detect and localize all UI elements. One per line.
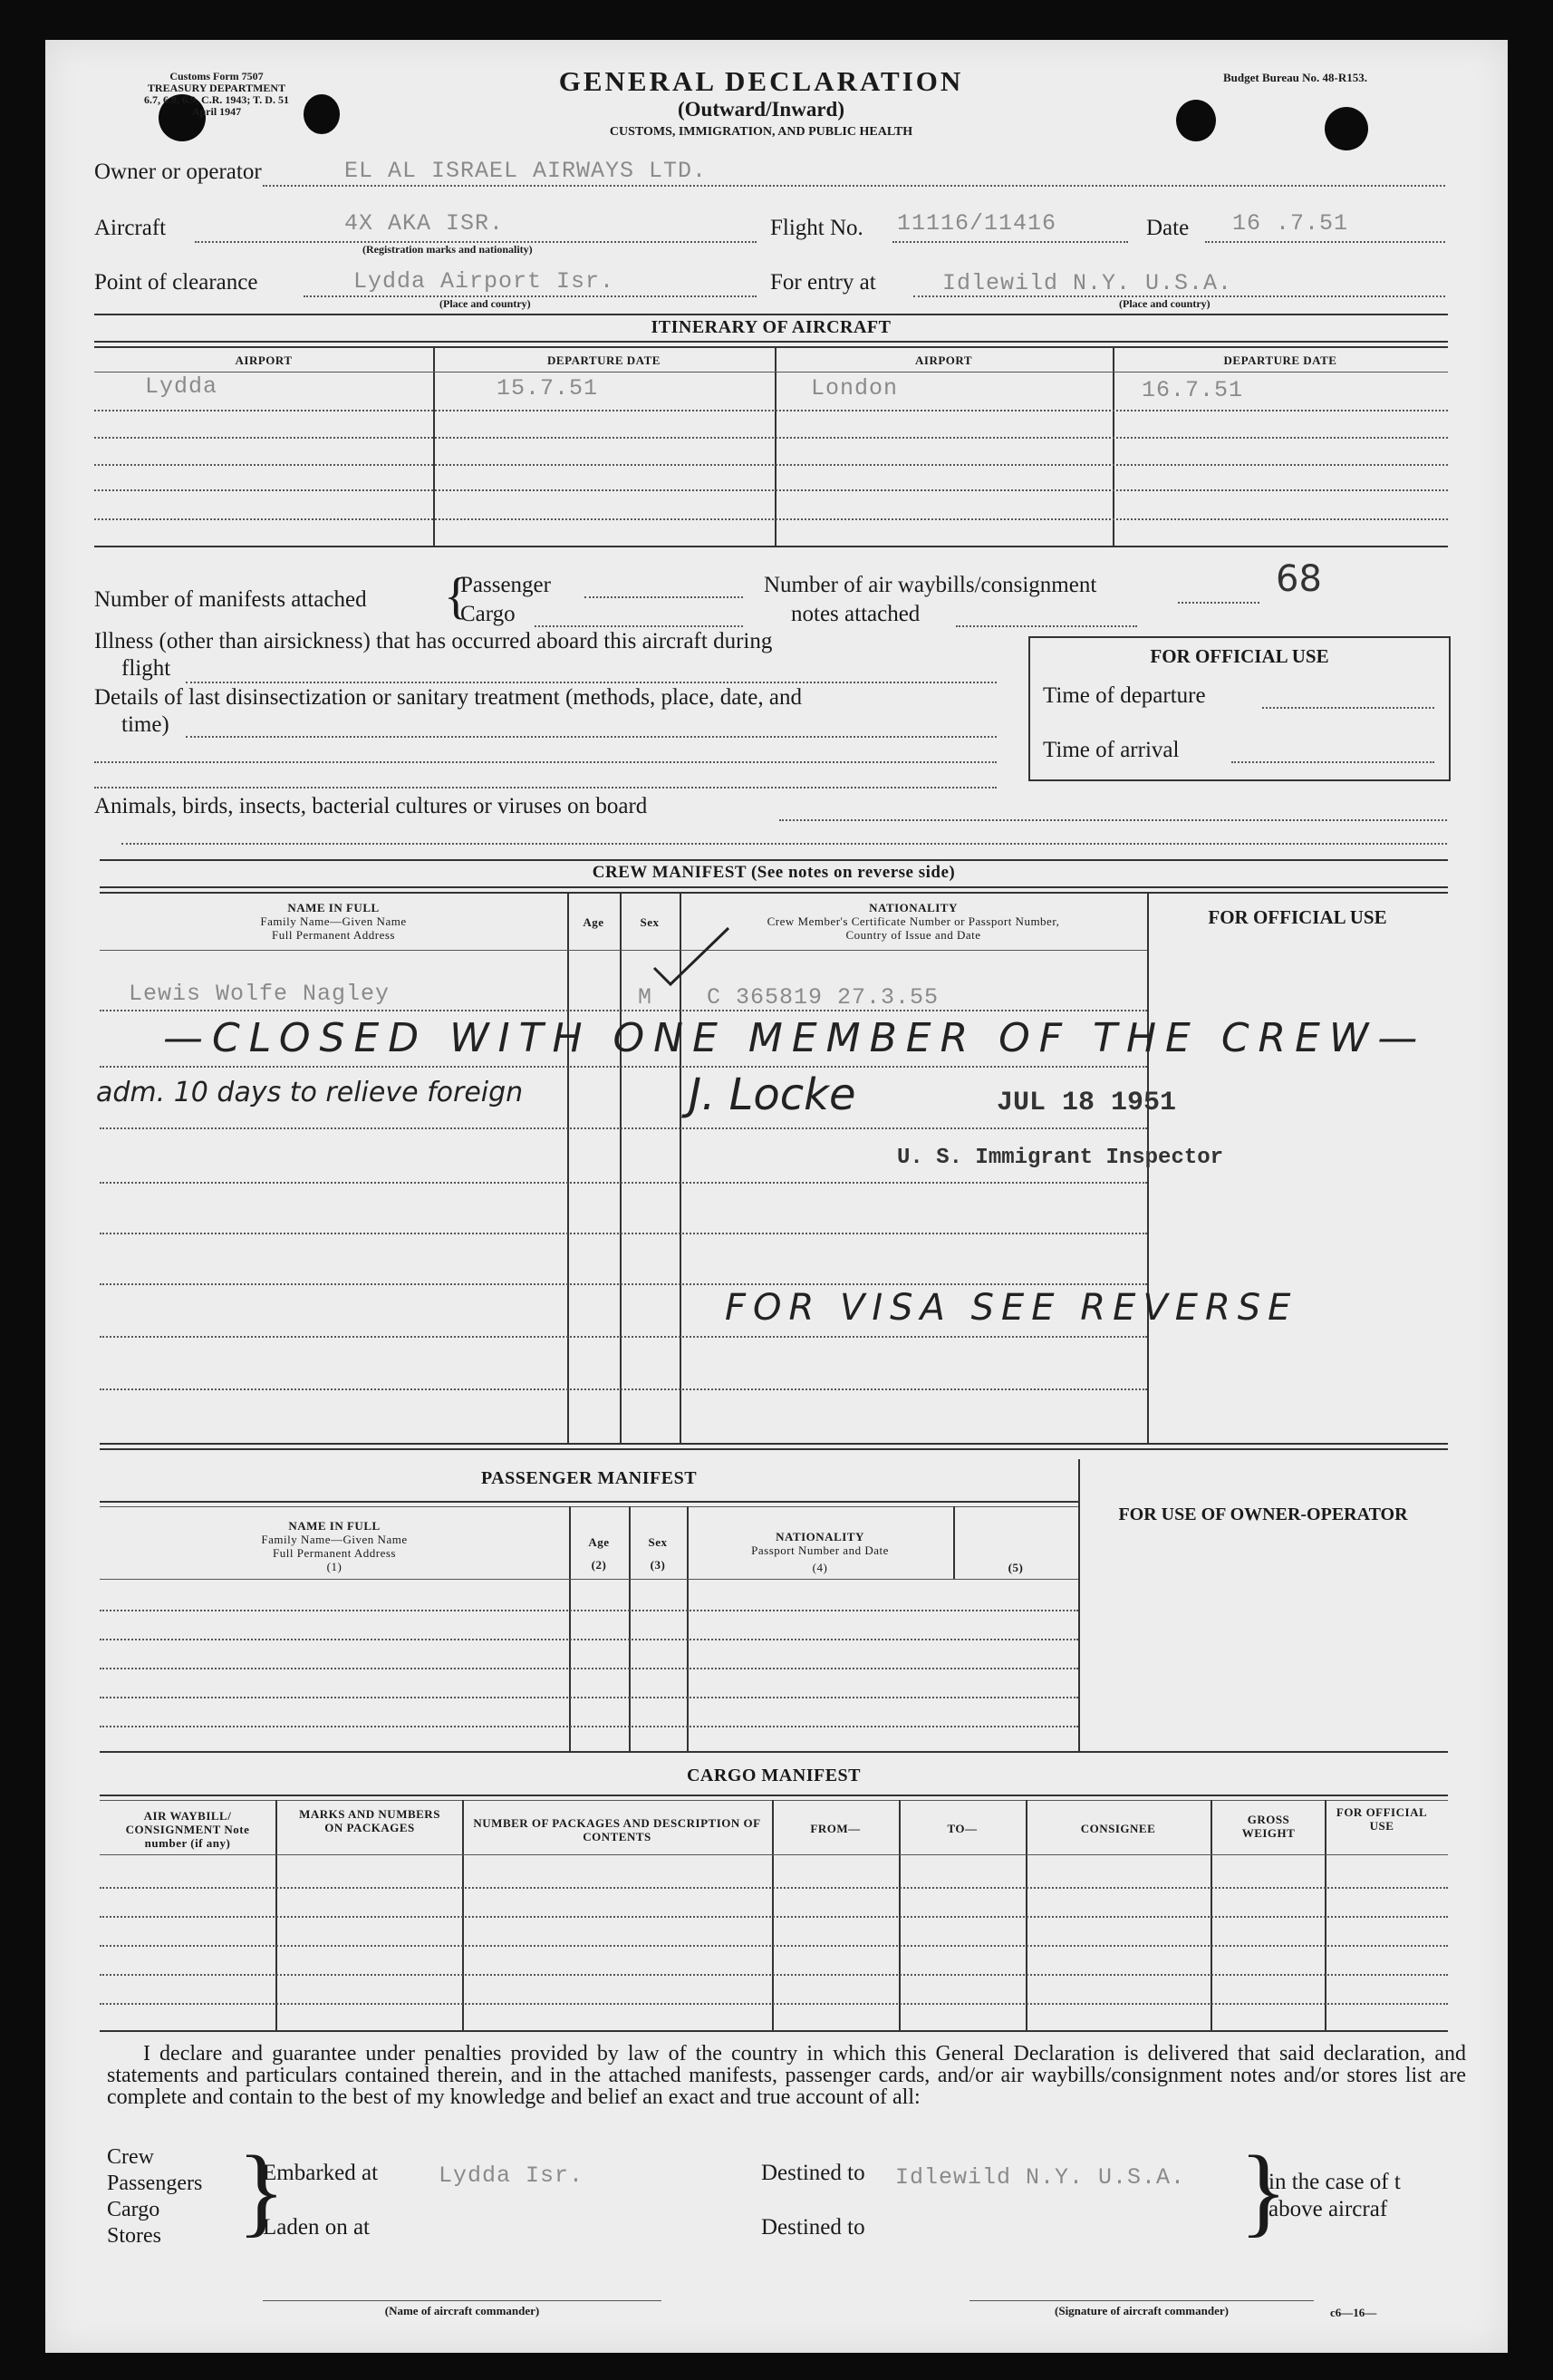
passenger-rule (100, 1506, 1078, 1507)
crew-rule (100, 1443, 1448, 1445)
illness-label: Illness (other than airsickness) that has occurred aboard this aircraft during (94, 629, 773, 653)
crew-rule (100, 950, 1147, 951)
disinsect-line (94, 787, 997, 788)
crew-row-line (100, 1233, 1147, 1234)
crew-col-official: FOR OFFICIAL USE (1208, 906, 1387, 928)
declaration-item: Crew (107, 2145, 154, 2169)
itinerary-col-airport: AIRPORT (235, 353, 293, 367)
crew-col-age: Age (583, 915, 604, 929)
crew-col (567, 892, 569, 1443)
flight-label: Flight No. (770, 216, 863, 240)
animals-line (779, 819, 1447, 821)
cargo-line (535, 625, 743, 627)
aircraft-note: (Registration marks and nationality) (362, 243, 533, 256)
laden-label: Laden on at (263, 2215, 371, 2240)
itinerary-rule (94, 410, 1448, 411)
entry-value: Idlewild N.Y. U.S.A. (942, 270, 1233, 296)
pass-col-nat-line: NATIONALITY (776, 1530, 864, 1543)
itinerary-title: ITINERARY OF AIRCRAFT (651, 317, 892, 337)
pass-col-age-line: Age (588, 1535, 610, 1549)
cargo-col-official: FOR OFFICIAL USE (1336, 1805, 1428, 1833)
form-info (94, 71, 339, 118)
disinsect-line (94, 761, 997, 763)
crew-rule (100, 859, 1448, 861)
form-info-line: Customs Form 7507 (169, 70, 264, 82)
pass-col-nat-line: (4) (812, 1561, 828, 1574)
signature-line (969, 2300, 1314, 2301)
crew-col-sex: Sex (640, 915, 660, 929)
pass-col-name-line: NAME IN FULL (288, 1519, 381, 1533)
cargo-title: CARGO MANIFEST (686, 1766, 861, 1785)
form-subtitle: (Outward/Inward) (677, 98, 844, 121)
form-sheet (45, 40, 1508, 2353)
form-agencies: CUSTOMS, IMMIGRATION, AND PUBLIC HEALTH (609, 125, 913, 139)
itinerary-rule (94, 437, 1448, 439)
passenger-line (584, 596, 743, 598)
cargo-row-line (100, 1916, 1448, 1918)
itinerary-col (433, 346, 435, 547)
itinerary-cell: London (811, 375, 899, 402)
passenger-col (1078, 1459, 1080, 1751)
punch-hole-right (1176, 100, 1216, 141)
commander-name-label: (Name of aircraft commander) (384, 2304, 540, 2317)
passenger-col-nationality (687, 1530, 953, 1574)
clearance-note: (Place and country) (439, 297, 531, 310)
declaration-text: I declare and guarantee under penalties provided by law of the country in which this General Declaration is delivered that said declaration, and statements and particulars contained therein, and in the attached manifests, passenger cards, and/or air waybills/consignment notes and/or stores list are complete and contain to the best of my knowledge and belief an exact and true account of all: (107, 2042, 1466, 2109)
form-info-line: TREASURY DEPARTMENT (147, 82, 286, 94)
stamp-date: JUL 18 1951 (997, 1088, 1177, 1118)
crew-row-line (100, 1283, 1147, 1285)
cargo-col-weight: GROSS WEIGHT (1241, 1813, 1296, 1840)
pass-col-sex-line: Sex (648, 1535, 668, 1549)
declaration-item: Cargo (107, 2198, 160, 2221)
cargo-rule (100, 1854, 1448, 1855)
manifest-cargo-label: Cargo (460, 602, 516, 626)
cargo-row-line (100, 1887, 1448, 1889)
destined-label2: Destined to (761, 2215, 865, 2240)
passenger-col-age (569, 1535, 629, 1572)
animals-line (121, 843, 1447, 845)
time-departure-label: Time of departure (1043, 683, 1206, 708)
crew-col-name (100, 901, 567, 942)
passenger-col-name (100, 1519, 569, 1573)
embarked-value: Lydda Isr. (439, 2162, 584, 2189)
itinerary-cell: Lydda (145, 373, 218, 400)
crew-row-line (100, 1127, 1147, 1129)
cargo-rule (100, 1795, 1448, 1796)
case-note: in the case of t (1268, 2170, 1401, 2194)
passenger-rule (100, 1751, 1448, 1753)
crew-col-nat-line: Crew Member's Certificate Number or Passport Number, (767, 914, 1060, 928)
itinerary-rule (94, 314, 1448, 315)
cargo-rule (100, 2030, 1448, 2032)
itinerary-rule (94, 489, 1448, 491)
cargo-col-to: TO— (947, 1822, 978, 1835)
cargo-col (1211, 1800, 1212, 2030)
animals-label: Animals, birds, insects, bacterial cultures or viruses on board (94, 794, 648, 818)
illness-label2: flight (121, 656, 171, 681)
passenger-col-5: (5) (1008, 1561, 1024, 1574)
cargo-rule (100, 1800, 1448, 1801)
itinerary-col (1113, 346, 1114, 547)
destined-value: Idlewild N.Y. U.S.A. (895, 2164, 1186, 2191)
time-departure-line (1262, 707, 1434, 709)
crew-col-name-line: Family Name—Given Name (260, 914, 407, 928)
date-label: Date (1146, 216, 1190, 240)
waybills-line (956, 625, 1137, 627)
itinerary-rule (94, 346, 1448, 348)
passenger-row-line (100, 1639, 1078, 1640)
passenger-rule (100, 1579, 1078, 1580)
crew-col-nat-line: NATIONALITY (869, 901, 958, 914)
disinsect-label2: time) (121, 712, 169, 737)
declaration-items (107, 2144, 202, 2249)
case-note2: above aircraf (1268, 2197, 1388, 2221)
crew-rule (100, 892, 1448, 894)
passenger-row-line (100, 1668, 1078, 1669)
itinerary-rule (94, 341, 1448, 343)
crew-member-nationality: C 365819 27.3.55 (707, 984, 940, 1011)
crew-col (620, 892, 622, 1443)
cargo-col-packages: NUMBER OF PACKAGES AND DESCRIPTION OF CONTENTS (473, 1816, 761, 1843)
embarked-label: Embarked at (263, 2161, 379, 2185)
owner-label: Owner or operator (94, 160, 262, 184)
crew-col-name-line: NAME IN FULL (287, 901, 380, 914)
itinerary-cell: 16.7.51 (1142, 377, 1244, 403)
cargo-row-line (100, 1945, 1448, 1947)
entry-note: (Place and country) (1119, 297, 1211, 310)
pass-col-name-line: Full Permanent Address (273, 1546, 396, 1560)
flight-value: 11116/11416 (897, 210, 1057, 237)
itinerary-col-airport: AIRPORT (915, 353, 972, 367)
cargo-col (1325, 1800, 1326, 2030)
entry-label: For entry at (770, 270, 876, 295)
commander-signature-label: (Signature of aircraft commander) (1055, 2304, 1229, 2317)
crew-row-line (100, 1182, 1147, 1184)
crew-col-name-line: Full Permanent Address (272, 928, 395, 942)
clearance-label: Point of clearance (94, 270, 258, 295)
passenger-col-owner: FOR USE OF OWNER-OPERATOR (1118, 1504, 1408, 1524)
cargo-row-line (100, 1974, 1448, 1976)
waybills-label2: notes attached (791, 602, 921, 626)
passenger-row-line (100, 1726, 1078, 1727)
itinerary-rule (94, 518, 1448, 520)
illness-line (186, 682, 997, 683)
cargo-col-consignee: CONSIGNEE (1080, 1822, 1156, 1835)
form-code: c6—16— (1330, 2306, 1377, 2319)
pass-col-age-line: (2) (591, 1558, 607, 1572)
itinerary-col-departure: DEPARTURE DATE (1223, 353, 1337, 367)
cargo-row-line (100, 2003, 1448, 2005)
pass-col-sex-line: (3) (650, 1558, 666, 1572)
aircraft-label: Aircraft (94, 216, 167, 240)
crew-member-name: Lewis Wolfe Nagley (129, 981, 391, 1007)
cargo-col-waybill: AIR WAYBILL/ CONSIGNMENT Note number (if any) (125, 1809, 250, 1850)
brace-right-icon: } (237, 2135, 285, 2246)
passenger-row-line (100, 1697, 1078, 1698)
cargo-col (462, 1800, 464, 2030)
flight-line (892, 241, 1128, 243)
cargo-col-marks: MARKS AND NUMBERS ON PACKAGES (299, 1807, 440, 1834)
manifest-passenger-label: Passenger (460, 573, 551, 597)
official-use-box (1028, 636, 1451, 781)
itinerary-rule (94, 546, 1448, 547)
closed-note: —CLOSED WITH ONE MEMBER OF THE CREW— (163, 1015, 1427, 1061)
crew-rule (100, 1448, 1448, 1450)
itinerary-rule (94, 464, 1448, 466)
form-info-line: 6.7, 6.8, 6.9, C.R. 1943; T. D. 51 (144, 93, 289, 106)
inspector-signature: J. Locke (689, 1069, 856, 1120)
stamp-title: U. S. Immigrant Inspector (897, 1146, 1224, 1170)
signature-line (263, 2300, 661, 2301)
itinerary-col-departure: DEPARTURE DATE (547, 353, 661, 367)
clearance-value: Lydda Airport Isr. (353, 268, 615, 295)
passenger-col-sex (629, 1535, 687, 1572)
crew-row-line (100, 1010, 1147, 1011)
crew-title: CREW MANIFEST (See notes on reverse side) (592, 863, 956, 882)
itinerary-col (775, 346, 776, 547)
budget-bureau: Budget Bureau No. 48-R153. (1223, 71, 1368, 84)
cargo-col-from: FROM— (810, 1822, 861, 1835)
form-info-line: April 1947 (191, 105, 242, 118)
time-arrival-line (1231, 761, 1434, 763)
brace-right-icon: } (1240, 2135, 1288, 2246)
waybills-value: 68 (1276, 558, 1322, 600)
waybills-value-line (1178, 602, 1259, 604)
admission-note: adm. 10 days to relieve foreign (96, 1077, 524, 1108)
manifests-label: Number of manifests attached (94, 587, 367, 612)
declaration-item: Passengers (107, 2172, 203, 2195)
crew-member-sex: M (638, 984, 653, 1011)
owner-line (263, 185, 1445, 187)
pass-col-nat-line: Passport Number and Date (751, 1543, 889, 1557)
brace-icon: { (444, 568, 468, 624)
aircraft-value: 4X AKA ISR. (344, 210, 505, 237)
passenger-title: PASSENGER MANIFEST (480, 1468, 698, 1488)
crew-row-line (100, 1388, 1147, 1390)
disinsect-line (186, 736, 997, 738)
crew-rule (100, 886, 1448, 888)
date-line (1205, 241, 1445, 243)
itinerary-cell: 15.7.51 (497, 375, 599, 402)
disinsect-label: Details of last disinsectization or sanitary treatment (methods, place, date, and (94, 685, 802, 710)
cargo-col (275, 1800, 277, 2030)
owner-value: EL AL ISRAEL AIRWAYS LTD. (344, 158, 708, 184)
passenger-rule (100, 1501, 1078, 1503)
time-arrival-label: Time of arrival (1043, 738, 1180, 762)
crew-row-line (100, 1066, 1147, 1068)
form-title: GENERAL DECLARATION (558, 65, 964, 97)
date-value: 16 .7.51 (1232, 210, 1349, 237)
crew-col-nat-line: Country of Issue and Date (845, 928, 981, 942)
checkmark-icon (651, 924, 732, 990)
crew-col-nationality (680, 901, 1147, 942)
destined-label: Destined to (761, 2161, 865, 2185)
pass-col-name-line: Family Name—Given Name (261, 1533, 408, 1546)
pass-col-name-line: (1) (326, 1560, 342, 1573)
declaration-item: Stores (107, 2224, 161, 2248)
crew-row-line (100, 1336, 1147, 1338)
visa-note: FOR VISA SEE REVERSE (725, 1287, 1298, 1329)
passenger-row-line (100, 1610, 1078, 1611)
waybills-label: Number of air waybills/consignment (764, 573, 1097, 597)
punch-hole-right2 (1325, 107, 1368, 150)
official-use-title: FOR OFFICIAL USE (1150, 645, 1329, 667)
